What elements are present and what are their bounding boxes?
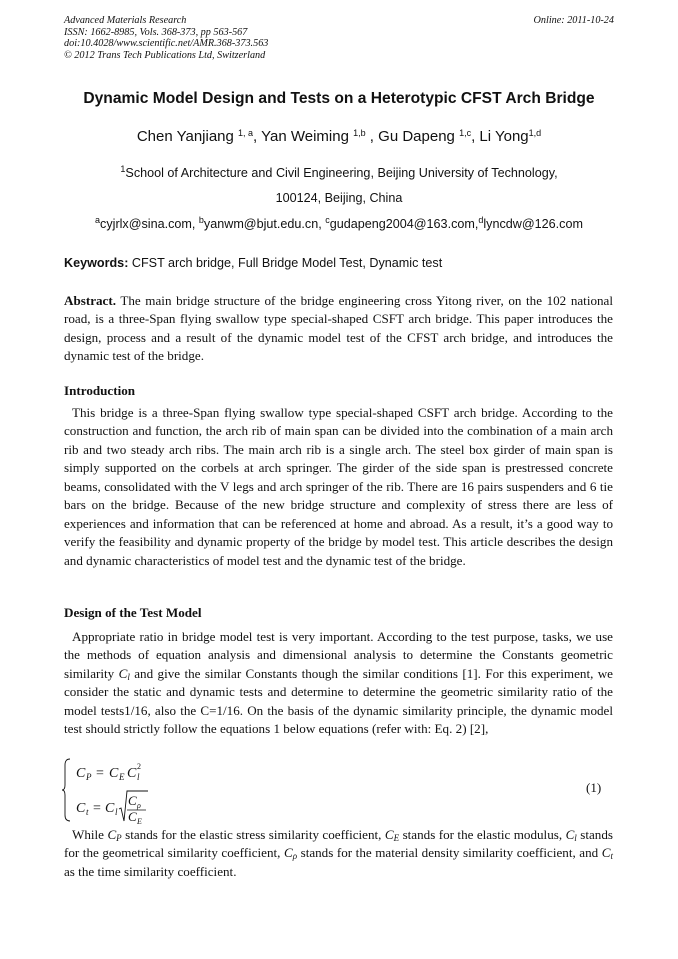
- author-name: Yan Weiming: [261, 128, 349, 145]
- author-affiliation-mark: 1,b: [353, 128, 366, 138]
- introduction-heading: Introduction: [64, 383, 136, 398]
- introduction-paragraph: This bridge is a three-Span flying swallow type special-shaped CSFT arch bridge. According to the construction and function, the arch rib of main span can be divided into the combination of a main arch rib and two steady arch ribs. The main arch rib is a single arch. The steel box girder of main span is simply supported on the corbels at arch springer. The girder of the side span is prestressed concrete beams, consolidated with the V legs and arch springer of the rib. There are 16 pairs suspenders and 6 tie bars on the bridge. Because of the new bridge structure and complexity of stress there are less of experiences and information that can be referenced at home and abroad. As a result, it’s a good way to verify the feasibility and dynamic property of the bridge by model test. This article describes the design and dynamic characteristics of model test and the dynamic test of the bridge.: [64, 405, 613, 568]
- journal-name: Advanced Materials Research: [64, 15, 187, 26]
- copyright-line: © 2012 Trans Tech Publications Ltd, Switzerland: [64, 49, 266, 61]
- symbol-crho: [284, 845, 297, 860]
- eq1-equals: =: [96, 766, 104, 781]
- affiliation-text: School of Architecture and Civil Engineering, Beijing University of Technology,: [125, 166, 558, 180]
- eq2-ct: C: [76, 801, 86, 816]
- definition-text: stands for the elastic stress similarity coefficient,: [125, 827, 382, 842]
- affiliation-line-2: 100124, Beijing, China: [275, 191, 403, 205]
- eq2-num-c: C: [128, 793, 137, 808]
- affiliation-line-1: [0, 166, 678, 180]
- author-affiliation-mark: 1,c: [459, 128, 472, 138]
- doi-line: doi:10.4028/www.scientific.net/AMR.368-373.563: [64, 38, 269, 50]
- design-text: and give the similar Constants though the similar conditions [1]. For this experiment, we consider the static and dynamic tests and determine to determine the geometric similarity ratio of the model tests1/16, also the C=1/16. On the basis of the dynamic similarity principle, the dynamic model test should strictly follow the equations 1 below equations (refer with: Eq. 2) [2],: [64, 665, 613, 737]
- symbol-subscript: P: [116, 833, 122, 843]
- design-text: Appropriate ratio in bridge model test is very important. According to the test purpose, tasks, we use the methods of equation analysis and dimensional analysis to determine the Constants geometric similarity: [64, 629, 613, 681]
- symbol-letter: C: [283, 845, 293, 861]
- author-name: Chen Yanjiang: [136, 128, 234, 145]
- symbol-definitions-paragraph: [64, 826, 613, 881]
- affiliation-mark: 1: [120, 164, 126, 174]
- author-affiliation-mark: 1,d: [528, 128, 542, 138]
- eq1-cl: C: [127, 766, 137, 781]
- symbol-cp: [107, 827, 121, 842]
- symbol-letter: C: [601, 845, 611, 861]
- author-name: Li Yong: [479, 128, 529, 145]
- keywords-text: CFST arch bridge, Full Bridge Model Test, Dynamic test: [131, 256, 443, 270]
- design-heading: Design of the Test Model: [64, 605, 202, 620]
- eq1-square: 2: [137, 762, 141, 771]
- abstract-paragraph: [64, 292, 613, 366]
- symbol-subscript: E: [393, 833, 400, 843]
- eq2-den-e: E: [137, 817, 142, 825]
- eq2-cl: C: [105, 801, 115, 816]
- journal-header: [64, 15, 614, 61]
- definition-text: stands for the geometrical similarity coefficient,: [64, 827, 613, 861]
- author-emails: [0, 217, 678, 231]
- author-affiliation-mark: 1, a: [238, 128, 254, 138]
- email-address[interactable]: gudapeng2004@163.com,: [329, 217, 479, 231]
- eq2-den-c: C: [128, 809, 137, 824]
- symbol-subscript: t: [610, 851, 613, 862]
- issn-line: ISSN: 1662-8985, Vols. 368-373, pp 563-567: [64, 26, 248, 38]
- paper-title: Dynamic Model Design and Tests on a Heterotypic CFST Arch Bridge: [83, 90, 595, 107]
- email-mark: c: [325, 215, 330, 225]
- equation-brace: [62, 759, 70, 821]
- eq2-equals: =: [93, 801, 101, 816]
- email-address[interactable]: yanwm@bjut.edu.cn,: [203, 217, 322, 231]
- online-date: Online: 2011-10-24: [533, 15, 614, 26]
- definition-text: While: [72, 827, 104, 842]
- symbol-cl: [119, 666, 130, 681]
- email-mark: d: [478, 215, 484, 225]
- eq1-cl-sub: l: [137, 772, 140, 782]
- definition-text: stands for the elastic modulus,: [402, 827, 563, 842]
- author-list: Chen Yanjiang $^{1, a}$, Yan Weiming $^{1,b}$ , Gu Dapeng $^{1,c}$, Li Yong$^{1,d}$: [136, 128, 542, 145]
- eq1-ce: C: [109, 766, 119, 781]
- email-mark: b: [198, 215, 204, 225]
- abstract-text: The main bridge structure of the bridge engineering cross Yitong river, on the 102 national road, is a three-Span flying swallow type special-shaped CSFT arch bridge. This paper introduces the design, process and a result of the dynamic model test of the CFST arch bridge, and introduces the dynamic test of the bridge.: [64, 293, 613, 364]
- email-address[interactable]: cyjrlx@sina.com,: [100, 217, 196, 231]
- author-name: Gu Dapeng: [378, 128, 455, 145]
- symbol-letter: C: [107, 827, 117, 842]
- definition-text: as the time similarity coefficient.: [64, 863, 237, 879]
- symbol-subscript: l: [127, 671, 130, 682]
- design-paragraph: [64, 628, 613, 739]
- symbol-subscript: l: [574, 833, 577, 843]
- equation-number: (1): [586, 780, 602, 795]
- keywords-line: [64, 256, 614, 270]
- eq2-num-rho: ρ: [137, 801, 141, 810]
- symbol-letter: C: [384, 827, 394, 842]
- symbol-letter: C: [565, 827, 575, 842]
- eq2-ct-sub: t: [86, 807, 89, 817]
- eq1-cp-sub: P: [86, 772, 92, 782]
- symbol-ce: [385, 827, 399, 842]
- abstract-label: Abstract.: [64, 293, 116, 308]
- email-mark: a: [95, 215, 101, 225]
- symbol-letter: C: [118, 665, 128, 681]
- definition-text: stands for the material density similarity coefficient, and: [300, 845, 599, 861]
- eq1-cp: C: [76, 766, 86, 781]
- similarity-equation: [62, 755, 262, 825]
- keywords-label: Keywords:: [64, 256, 129, 270]
- email-address[interactable]: lyncdw@126.com: [483, 217, 583, 231]
- eq1-ce-sub: E: [119, 772, 125, 782]
- symbol-cl: [566, 827, 577, 842]
- symbol-subscript: ρ: [292, 851, 298, 862]
- eq2-cl-sub: l: [115, 807, 118, 817]
- symbol-ct: [602, 845, 613, 860]
